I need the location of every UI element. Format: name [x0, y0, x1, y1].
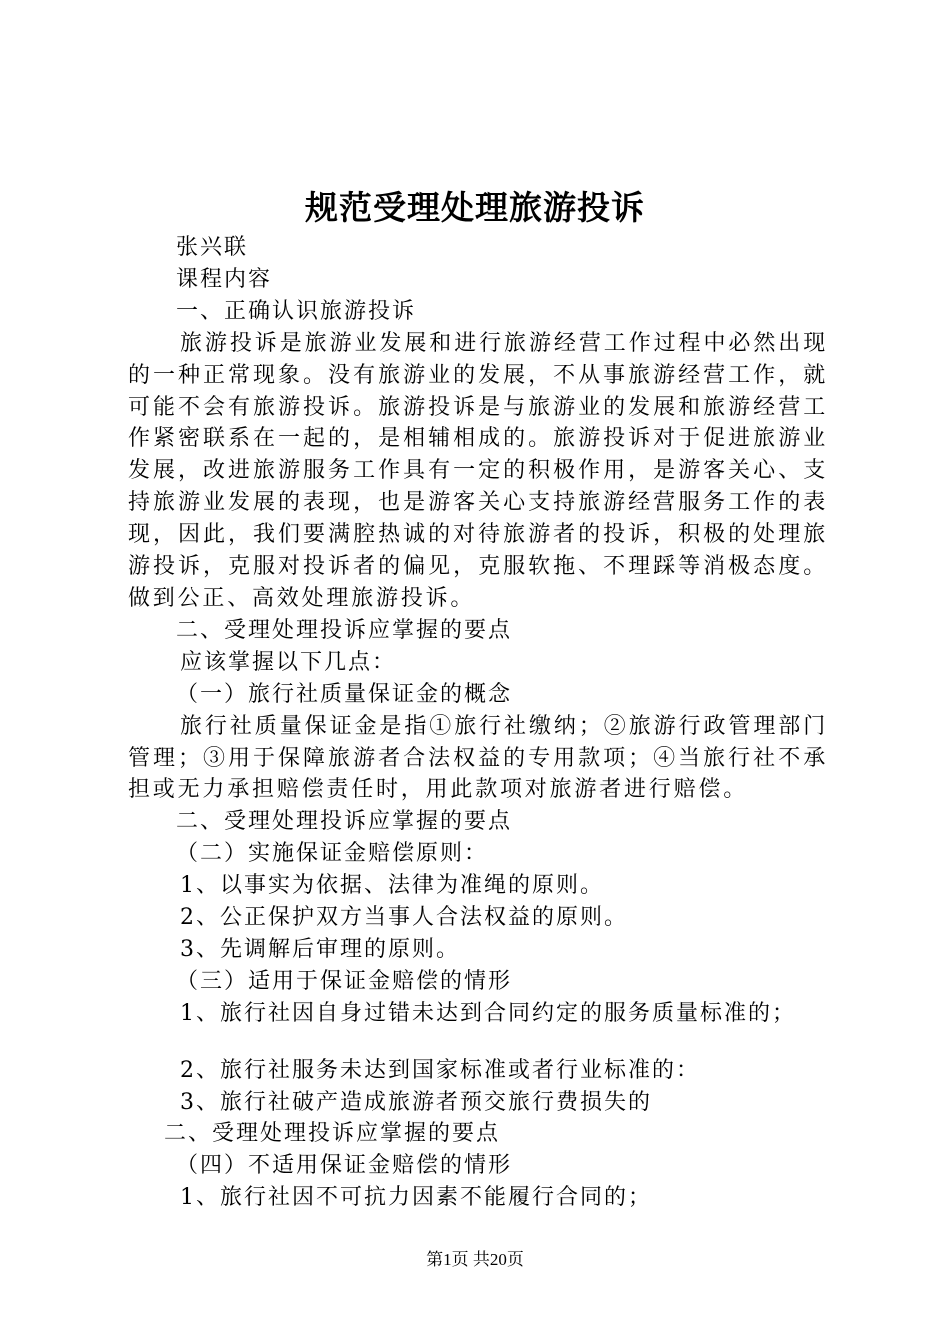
list-item: 3、先调解后审理的原则。 [180, 936, 460, 962]
list-item: 3、旅行社破产造成旅游者预交旅行费损失的 [180, 1089, 652, 1115]
section2-heading: 二、受理处理投诉应掌握的要点 [176, 617, 513, 643]
document-body [128, 232, 828, 1214]
list-item: 1、以事实为依据、法律为准绳的原则。 [180, 873, 604, 899]
section2-heading-repeat: 二、受理处理投诉应掌握的要点 [164, 1121, 501, 1147]
section1-heading: 一、正确认识旅游投诉 [176, 298, 417, 324]
list-item: 1、旅行社因自身过错未达到合同约定的服务质量标准的； [180, 1000, 796, 1026]
sub4-heading: （四）不适用保证金赔偿的情形 [176, 1153, 513, 1179]
sub1-heading: （一）旅行社质量保证金的概念 [176, 681, 513, 707]
blank-gap [128, 1030, 828, 1055]
author-line: 张兴联 [176, 235, 249, 260]
page-footer: 第1页 共20页 [426, 1250, 524, 1269]
list-item: 1、旅行社因不可抗力因素不能履行合同的； [180, 1185, 652, 1211]
sub3-heading: （三）适用于保证金赔偿的情形 [176, 968, 513, 994]
document-title: 规范受理处理旅游投诉 [305, 188, 645, 227]
sub2-heading: （二）实施保证金赔偿原则： [176, 841, 489, 867]
list-item: 2、旅行社服务未达到国家标准或者行业标准的： [180, 1057, 700, 1083]
section1-paragraph: 旅游投诉是旅游业发展和进行旅游经营工作过程中必然出现的一种正常现象。没有旅游业的发展，不从事旅游经营工作，就可能不会有旅游投诉。旅游投诉是与旅游业的发展和旅游经营工作紧密联系在一起的，是相辅相成的。旅游投诉对于促进旅游业发展，改进旅游服务工作具有一定的积极作用，是游客关心、支持旅游业发展的表现，也是游客关心支持旅游经营服务工作的表现，因此，我们要满腔热诚的对待旅游者的投诉，积极的处理旅游投诉，克服对投诉者的偏见，克服软拖、不理踩等消极态度。做到公正、高效处理旅游投诉。 [128, 330, 828, 611]
list-item: 2、公正保护双方当事人合法权益的原则。 [180, 905, 628, 931]
sub1-paragraph: 旅行社质量保证金是指①旅行社缴纳；②旅游行政管理部门管理；③用于保障旅游者合法权益的专用款项；④当旅行社不承担或无力承担赔偿责任时，用此款项对旅游者进行赔偿。 [128, 713, 828, 803]
section2-intro: 应该掌握以下几点： [180, 649, 397, 675]
course-label: 课程内容 [176, 266, 273, 292]
section2-heading-repeat: 二、受理处理投诉应掌握的要点 [176, 809, 513, 835]
